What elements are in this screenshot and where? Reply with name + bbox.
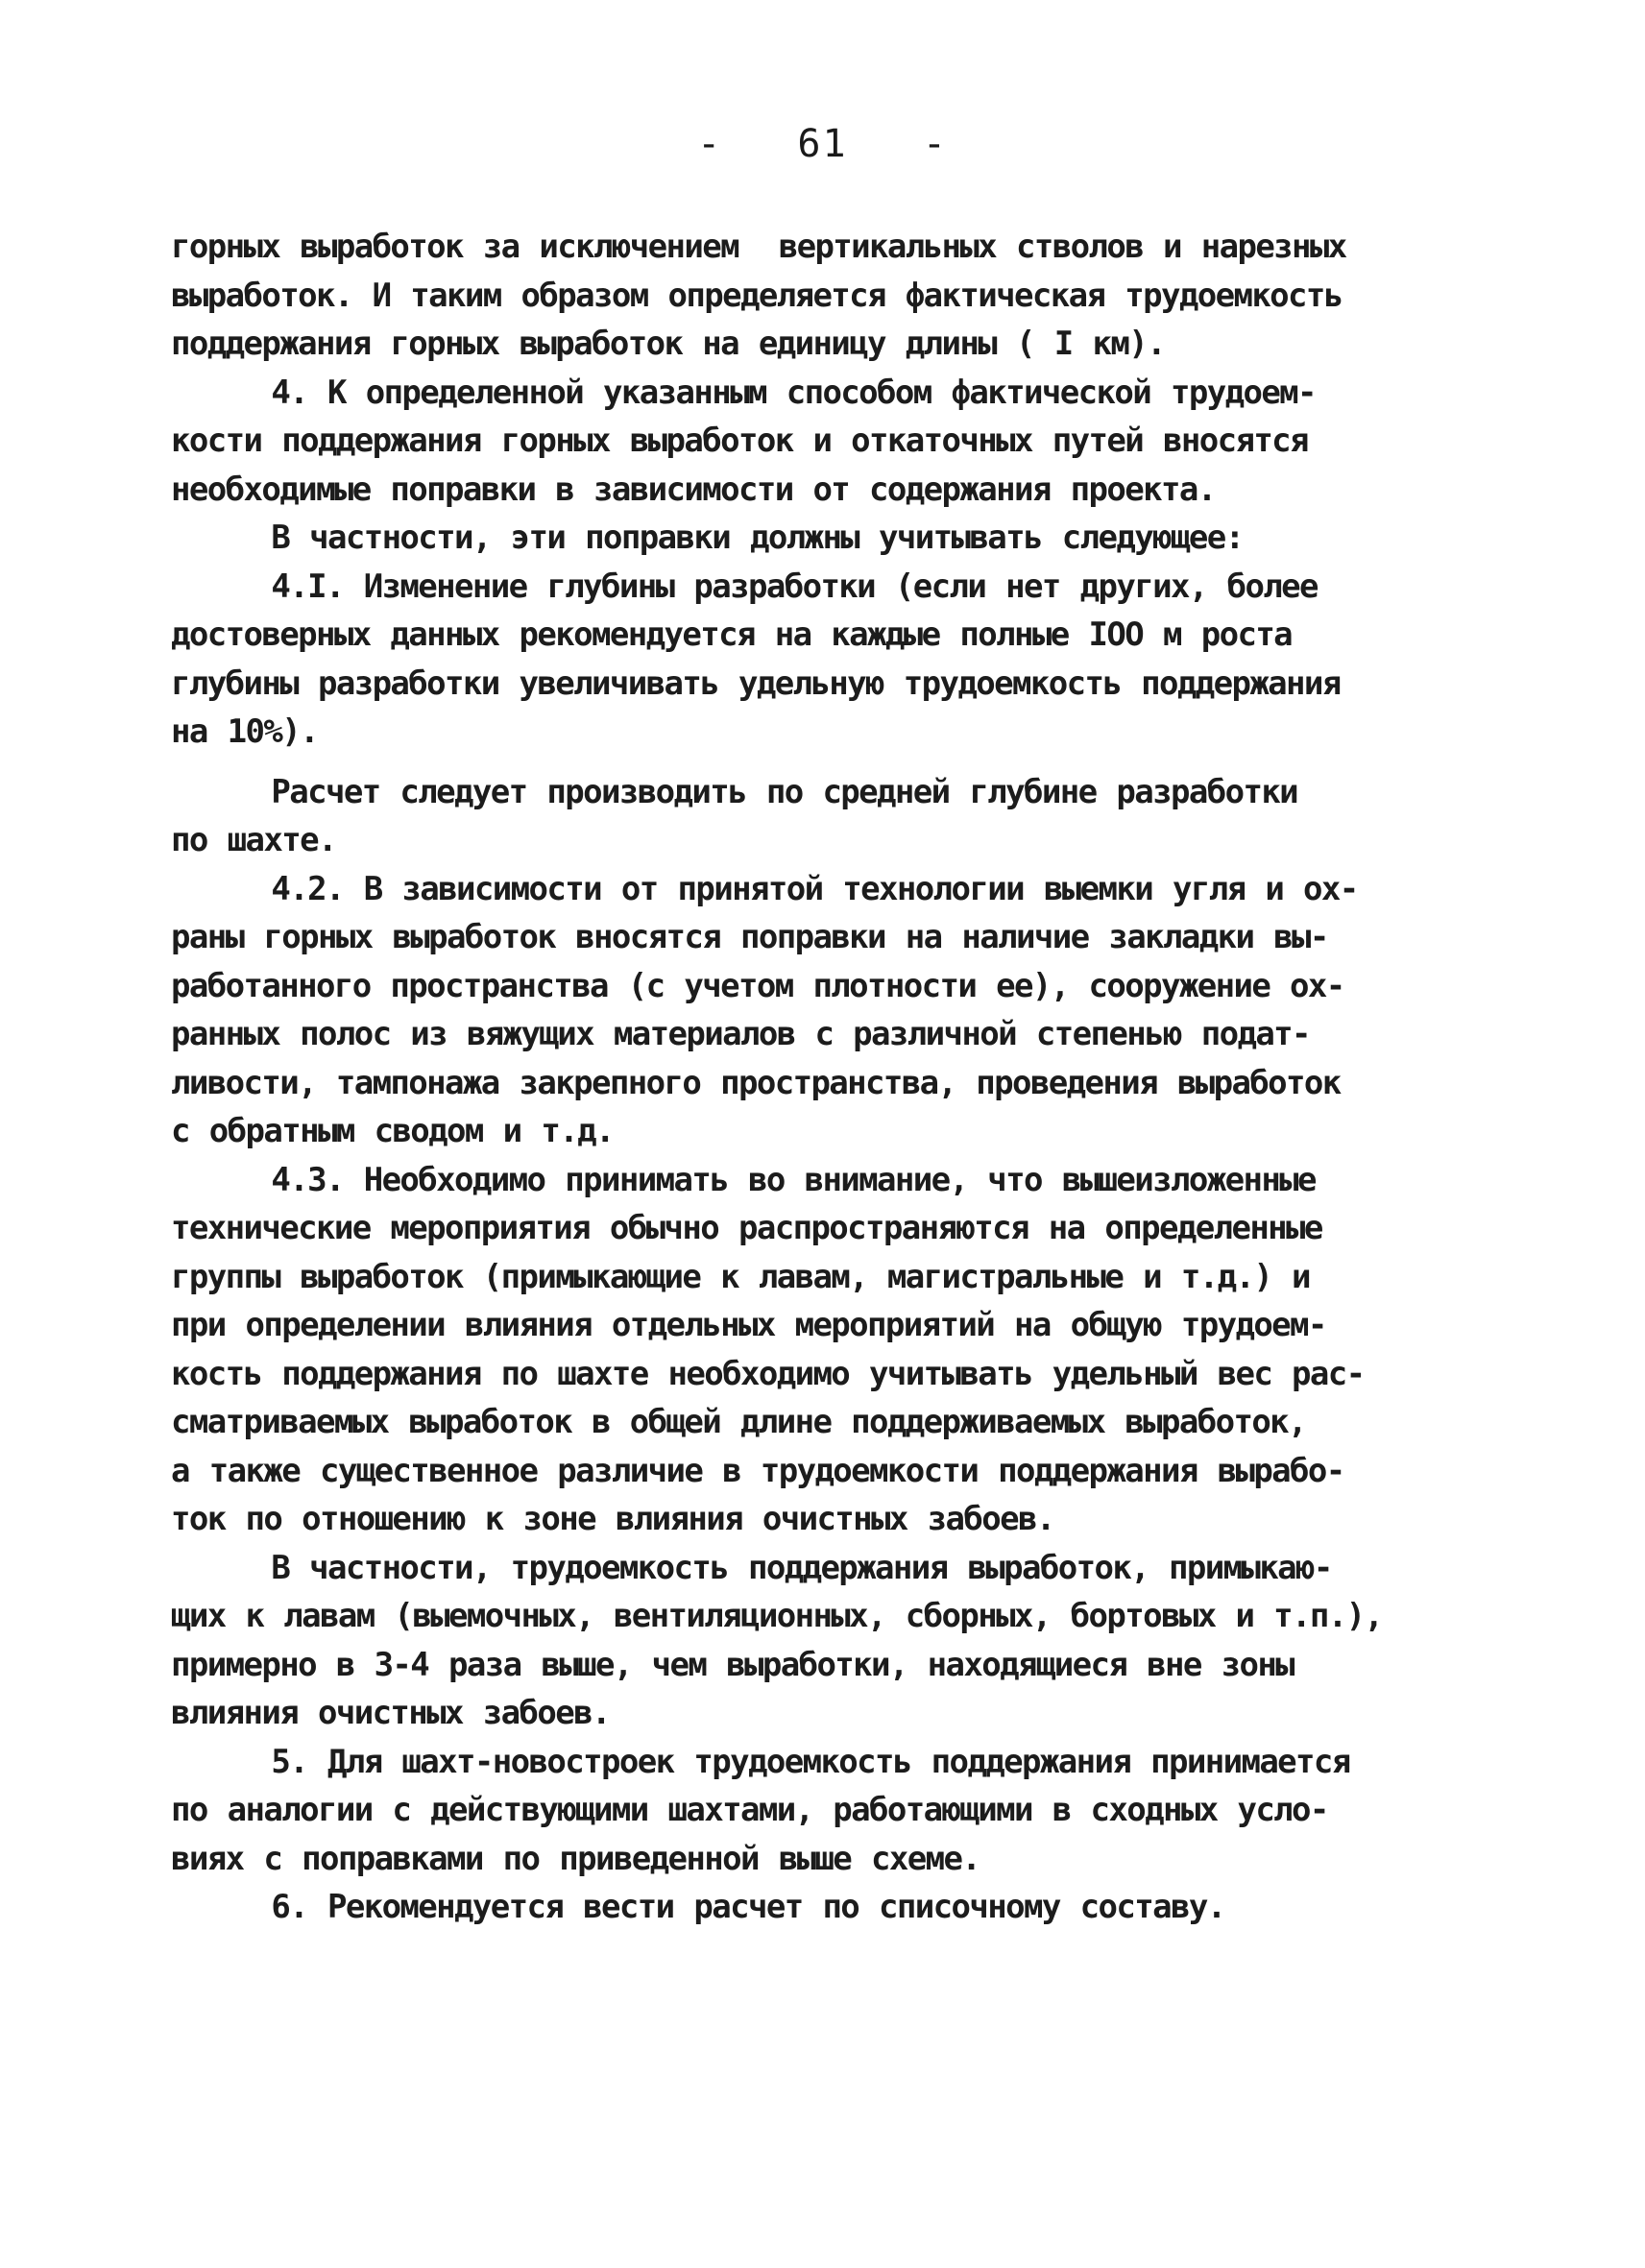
text-line: В частности, трудоемкость поддержания выработок, примыкаю- — [171, 1548, 1332, 1587]
text-line: работанного пространства (с учетом плотности ее), сооружение ох- — [171, 966, 1344, 1005]
body-text — [171, 223, 1487, 1932]
text-line: 4.2. В зависимости от принятой технологии выемки угля и ох- — [171, 869, 1358, 908]
text-line: горных выработок за исключением вертикальных стволов и нарезных — [171, 228, 1346, 266]
text-line: Расчет следует производить по средней глубине разработки — [171, 772, 1298, 811]
text-line: влияния очистных забоев. — [171, 1694, 610, 1732]
text-line: кости поддержания горных выработок и откаточных путей вносятся — [171, 422, 1308, 460]
text-line: по аналогии с действующими шахтами, работающими в сходных усло- — [171, 1791, 1328, 1829]
text-line: В частности, эти поправки должны учитывать следующее: — [171, 519, 1244, 557]
text-line: ранных полос из вяжущих материалов с различной степенью подат- — [171, 1015, 1310, 1053]
text-line: щих к лавам (выемочных, вентиляционных, сборных, бортовых и т.п.), — [171, 1597, 1383, 1635]
text-line: кость поддержания по шахте необходимо учитывать удельный вес рас- — [171, 1354, 1365, 1393]
text-line: а также существенное различие в трудоемкости поддержания вырабо- — [171, 1451, 1344, 1490]
text-line: примерно в 3-4 раза выше, чем выработки, находящиеся вне зоны — [171, 1645, 1294, 1684]
text-line: при определении влияния отдельных мероприятий на общую трудоем- — [171, 1306, 1326, 1344]
text-line: группы выработок (примыкающие к лавам, магистральные и т.д.) и — [171, 1257, 1310, 1296]
text-line: 6. Рекомендуется вести расчет по списочному составу. — [171, 1888, 1225, 1926]
text-line: выработок. И таким образом определяется фактическая трудоемкость — [171, 276, 1343, 315]
text-line: по шахте. — [171, 821, 336, 859]
page-number: - 61 - — [697, 122, 948, 166]
text-line: ток по отношению к зоне влияния очистных забоев. — [171, 1500, 1054, 1538]
text-line: на 10%). — [171, 712, 318, 751]
text-line: 4.I. Изменение глубины разработки (если нет других, более — [171, 567, 1318, 606]
text-line: ливости, тампонажа закрепного пространства, проведения выработок — [171, 1063, 1341, 1102]
text-line: сматриваемых выработок в общей длине поддерживаемых выработок, — [171, 1403, 1306, 1441]
text-line: 5. Для шахт-новостроек трудоемкость поддержания принимается — [171, 1742, 1350, 1781]
text-line: с обратным сводом и т.д. — [171, 1112, 614, 1150]
text-line: технические мероприятия обычно распространяются на определенные — [171, 1209, 1322, 1247]
text-line: достоверных данных рекомендуется на каждые полные IOO м роста — [171, 615, 1293, 654]
text-line: глубины разработки увеличивать удельную трудоемкость поддержания — [171, 664, 1341, 703]
text-line: виях с поправками по приведенной выше схеме. — [171, 1839, 980, 1878]
text-line: поддержания горных выработок на единицу длины ( I км). — [171, 325, 1165, 363]
text-line: раны горных выработок вносятся поправки на наличие закладки вы- — [171, 918, 1328, 956]
text-line: 4. К определенной указанным способом фактической трудоем- — [171, 373, 1316, 412]
text-line: необходимые поправки в зависимости от содержания проекта. — [171, 470, 1216, 509]
text-line: 4.3. Необходимо принимать во внимание, что вышеизложенные — [171, 1160, 1316, 1199]
